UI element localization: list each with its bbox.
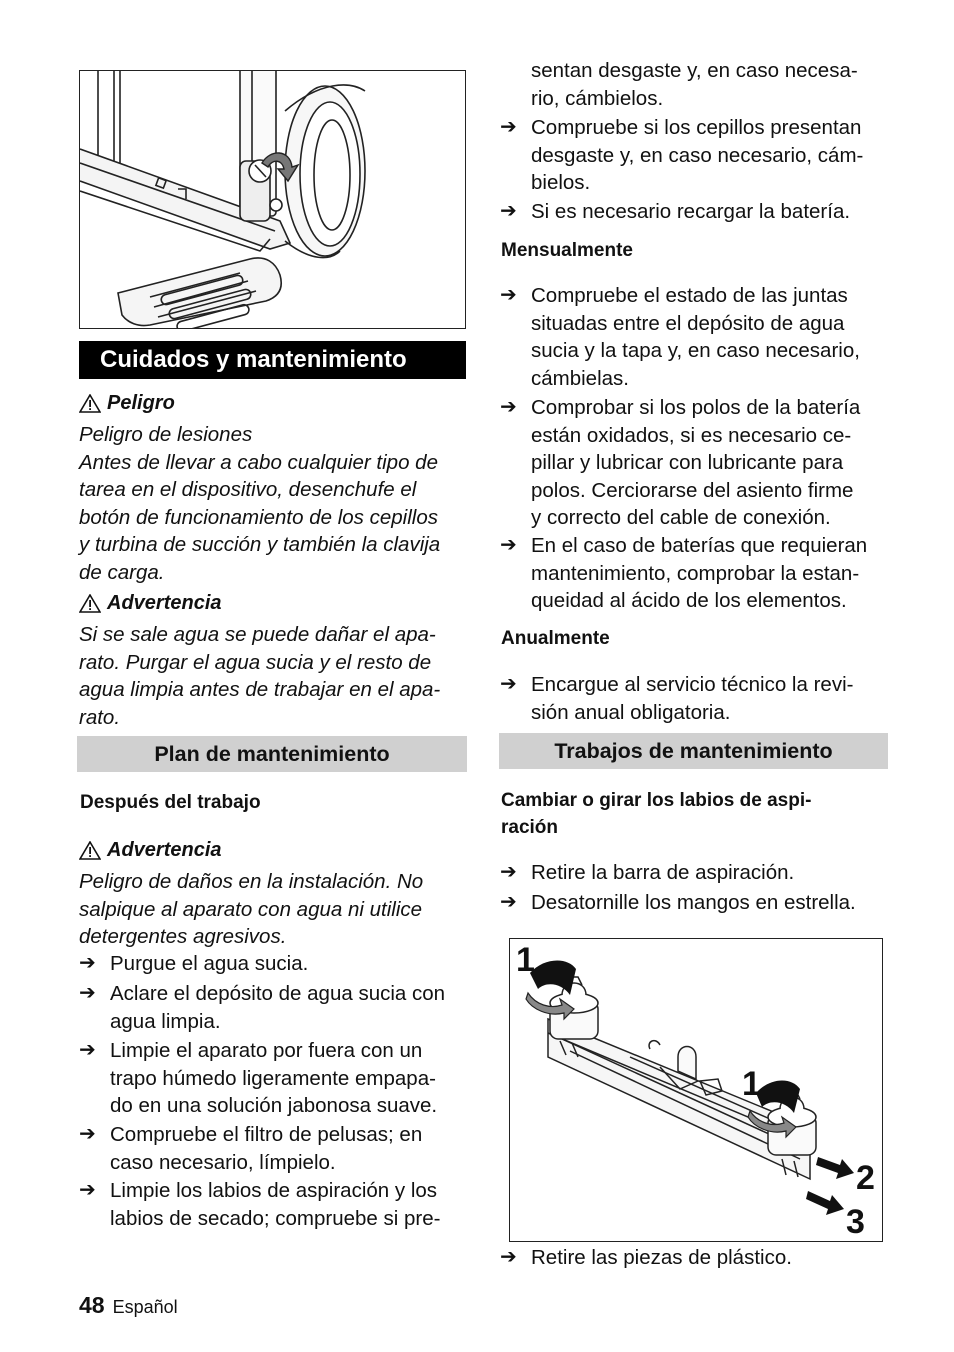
list-item-line: sucia y la tapa y, en caso necesario,	[531, 339, 860, 362]
list-item	[79, 1037, 479, 1120]
arrow-right-icon: ➔	[79, 952, 96, 974]
list-item	[500, 532, 910, 615]
figure-label-1: 1	[516, 941, 535, 979]
warning1-line: rato. Purgar el agua sucia y el resto de	[79, 650, 432, 674]
figure-label-3: 3	[846, 1203, 865, 1241]
list-item	[500, 282, 910, 392]
list-item	[500, 114, 910, 197]
list-item-line: Retire las piezas de plástico.	[531, 1246, 792, 1269]
top-illustration	[79, 70, 466, 329]
arrow-right-icon: ➔	[79, 1039, 96, 1061]
danger-title-text: Peligro	[107, 392, 175, 414]
list-item	[500, 198, 910, 226]
list-item-line: Encargue al servicio técnico la revi-	[531, 673, 854, 696]
list-item-line: Aclare el depósito de agua sucia con	[110, 982, 446, 1005]
arrow-right-icon: ➔	[500, 673, 517, 695]
monthly-list	[500, 282, 910, 617]
arrow-right-icon: ➔	[500, 534, 517, 556]
page-footer	[79, 1292, 178, 1319]
danger-text	[79, 421, 479, 586]
arrow-right-icon: ➔	[500, 200, 517, 222]
arrow-right-icon: ➔	[500, 116, 517, 138]
warning2-title	[79, 837, 222, 864]
list-item-line: polos. Cerciorarse del asiento firme	[531, 478, 854, 502]
list-item	[79, 1177, 479, 1232]
arrow-right-icon: ➔	[500, 284, 517, 306]
list-item-line: Si es necesario recargar la batería.	[531, 200, 851, 223]
list-item	[500, 394, 910, 532]
list-item	[500, 671, 910, 726]
danger-title	[79, 390, 175, 417]
arrow-right-icon: ➔	[500, 861, 517, 883]
page-number: 48	[79, 1292, 105, 1318]
arrow-right-icon: ➔	[79, 1123, 96, 1145]
list-item-line: Comprobar si los polos de la batería	[531, 396, 861, 419]
danger-line: Antes de llevar a cabo cualquier tipo de	[79, 450, 438, 474]
warning1-text	[79, 621, 479, 731]
list-item-line: pillar y lubricar con lubricante para	[531, 451, 844, 474]
warning1-title-text: Advertencia	[107, 592, 222, 614]
list-item-line: labios de secado; compruebe si pre-	[110, 1206, 441, 1230]
warning2-line: salpique al aparato con agua ni utilice	[79, 897, 423, 921]
suction-bar-illustration	[509, 938, 883, 1242]
subheading-yearly: Anualmente	[501, 628, 610, 649]
list-item-line: desgaste y, en caso necesario, cám-	[531, 143, 864, 167]
figure-label-2: 2	[856, 1159, 875, 1197]
subheading-lips-line: Cambiar o girar los labios de aspi-	[501, 790, 812, 811]
squeegee-mount-drawing	[80, 71, 465, 328]
list-item	[79, 950, 479, 978]
section-heading-care: Cuidados y mantenimiento	[79, 341, 466, 379]
danger-line: botón de funcionamiento de los cepillos	[79, 505, 438, 529]
list-item	[500, 889, 910, 917]
list-item-line: Limpie los labios de aspiración y los	[110, 1179, 438, 1202]
warning2-title-text: Advertencia	[107, 839, 222, 861]
list-item-line: bielos.	[531, 171, 591, 194]
warning1-line: Si se sale agua se puede dañar el apa-	[79, 623, 436, 646]
list-item-line: do en una solución jabonosa suave.	[110, 1094, 438, 1117]
danger-line: tarea en el dispositivo, desenchufe el	[79, 478, 417, 501]
warning2-line: detergentes agresivos.	[79, 925, 287, 948]
list-item-line: están oxidados, si es necesario ce-	[531, 423, 852, 447]
section-heading-plan: Plan de mantenimiento	[77, 736, 467, 772]
list-item-line: cámbielas.	[531, 366, 629, 390]
yearly-list	[500, 671, 910, 727]
danger-line: y turbina de succión y también la clavija	[79, 533, 441, 556]
arrow-right-icon: ➔	[500, 891, 517, 913]
arrow-right-icon: ➔	[79, 1179, 96, 1201]
list-item-line: agua limpia.	[110, 1009, 221, 1033]
list-item-line: y correcto del cable de conexión.	[531, 506, 831, 529]
subheading-monthly: Mensualmente	[501, 240, 633, 261]
after-figure-list	[500, 1244, 910, 1274]
list-item-line: Compruebe el estado de las juntas	[531, 284, 848, 307]
list-item-line: rio, cámbielos.	[531, 86, 664, 110]
warning-triangle-icon	[79, 841, 101, 860]
warning-triangle-icon	[79, 394, 101, 413]
list-item-line: Compruebe si los cepillos presentan	[531, 116, 862, 139]
list-item-line: Desatornille los mangos en estrella.	[531, 891, 856, 914]
list-item-line: mantenimiento, comprobar la estan-	[531, 561, 860, 585]
list-item-line: caso necesario, límpielo.	[110, 1150, 336, 1174]
arrow-right-icon: ➔	[500, 1246, 517, 1268]
list-item-line: En el caso de baterías que requieran	[531, 534, 868, 557]
suction-bar-drawing	[510, 939, 882, 1241]
list-item	[79, 980, 479, 1035]
list-item-line: Purgue el agua sucia.	[110, 952, 309, 975]
warning1-title	[79, 590, 222, 617]
list-item	[500, 1244, 910, 1272]
warning1-line: agua limpia antes de trabajar en el apa-	[79, 678, 441, 701]
subheading-lips-line: ración	[501, 817, 559, 838]
list-item-line: sión anual obligatoria.	[531, 700, 731, 724]
list-item	[79, 1121, 479, 1176]
danger-line: Peligro de lesiones	[79, 423, 253, 446]
subheading-lips	[501, 787, 811, 841]
page-language: Español	[112, 1297, 178, 1317]
list-item-line: sentan desgaste y, en caso necesa-	[531, 59, 858, 82]
continued-item-text	[531, 57, 911, 112]
warning2-text	[79, 868, 479, 951]
warning2-line: Peligro de daños en la instalación. No	[79, 870, 424, 893]
warning-triangle-icon	[79, 594, 101, 613]
list-item-line: trapo húmedo ligeramente empapa-	[110, 1066, 436, 1090]
arrow-right-icon: ➔	[79, 982, 96, 1004]
list-item	[500, 859, 910, 887]
danger-line: de carga.	[79, 560, 165, 584]
subheading-after-work: Después del trabajo	[80, 792, 261, 813]
section-heading-work: Trabajos de mantenimiento	[499, 733, 888, 769]
figure-label-1b: 1	[742, 1065, 761, 1103]
warning1-line: rato.	[79, 705, 121, 729]
arrow-right-icon: ➔	[500, 396, 517, 418]
list-item-line: queidad al ácido de los elementos.	[531, 589, 847, 612]
lips-list	[500, 859, 910, 919]
list-item-line: Limpie el aparato por fuera con un	[110, 1039, 423, 1062]
list-item-line: Retire la barra de aspiración.	[531, 861, 795, 884]
after-work-list-continued	[500, 114, 910, 229]
list-item-line: Compruebe el filtro de pelusas; en	[110, 1123, 423, 1146]
after-work-list	[79, 950, 479, 1240]
list-item-line: situadas entre el depósito de agua	[531, 311, 845, 335]
